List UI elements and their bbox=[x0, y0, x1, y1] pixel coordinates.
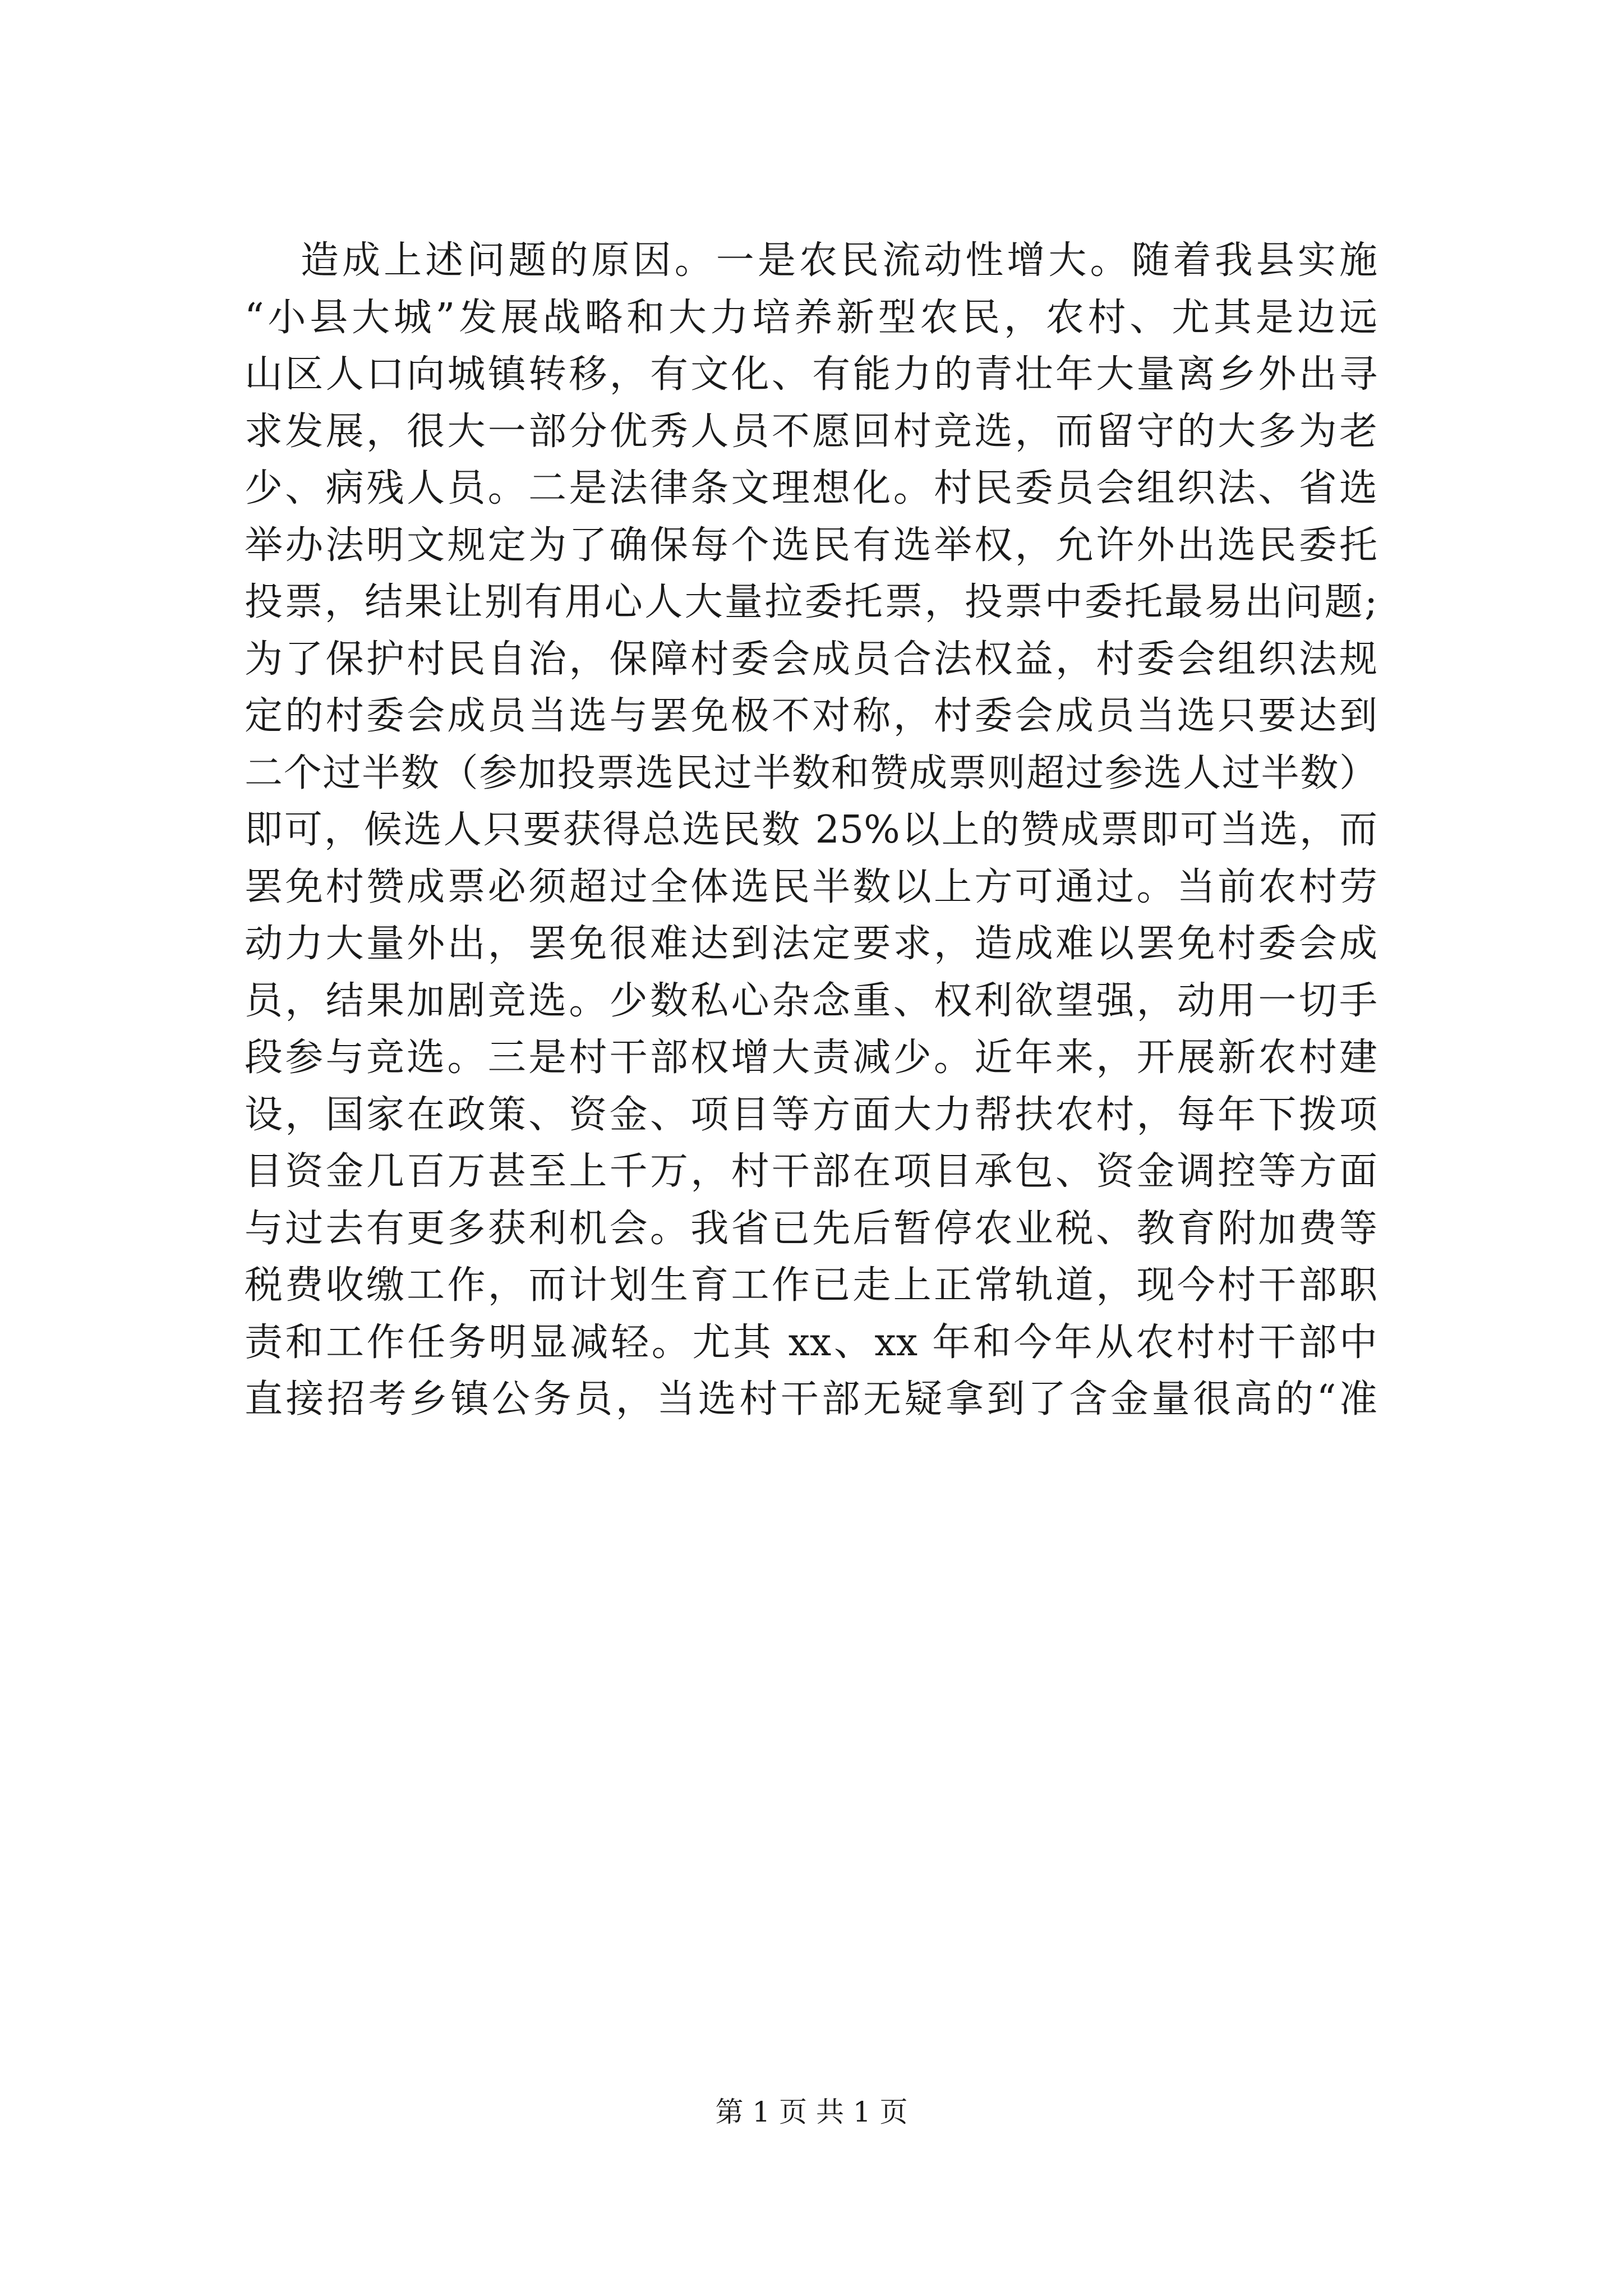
text-line: 与过去有更多获利机会。我省已先后暂停农业税、教育附加费等 bbox=[245, 1206, 1377, 1251]
text-line: 税费收缴工作，而计划生育工作已走上正常轨道，现今村干部职 bbox=[245, 1263, 1377, 1308]
page-number-label: 第 1 页 共 1 页 bbox=[715, 2096, 908, 2128]
text-line: 段参与竞选。三是村干部权增大责减少。近年来，开展新农村建 bbox=[245, 1036, 1377, 1080]
text-line: 员，结果加剧竞选。少数私心杂念重、权利欲望强，动用一切手 bbox=[245, 978, 1377, 1023]
text-line: 求发展，很大一部分优秀人员不愿回村竞选，而留守的大多为老 bbox=[245, 409, 1377, 454]
text-line: 举办法明文规定为了确保每个选民有选举权，允许外出选民委托 bbox=[245, 523, 1377, 568]
text-line: 动力大量外出，罢免很难达到法定要求，造成难以罢免村委会成 bbox=[245, 922, 1377, 966]
text-line: 直接招考乡镇公务员，当选村干部无疑拿到了含金量很高的“准 bbox=[245, 1377, 1377, 1421]
text-line: 即可，候选人只要获得总选民数 25%以上的赞成票即可当选，而 bbox=[245, 808, 1377, 852]
text-line: 设，国家在政策、资金、项目等方面大力帮扶农村，每年下拨项 bbox=[245, 1092, 1377, 1137]
text-line: “小县大城”发展战略和大力培养新型农民，农村、尤其是边远 bbox=[245, 295, 1377, 340]
text-line: 山区人口向城镇转移，有文化、有能力的青壮年大量离乡外出寻 bbox=[245, 352, 1377, 397]
body-paragraph bbox=[245, 232, 1377, 1428]
text-line: 目资金几百万甚至上千万，村干部在项目承包、资金调控等方面 bbox=[245, 1149, 1377, 1194]
text-line: 责和工作任务明显减轻。尤其 xx、xx 年和今年从农村村干部中 bbox=[245, 1320, 1377, 1365]
text-line: 投票，结果让别有用心人大量拉委托票，投票中委托最易出问题; bbox=[245, 580, 1377, 624]
page-footer bbox=[0, 2090, 1623, 2130]
text-line: 少、病残人员。二是法律条文理想化。村民委员会组织法、省选 bbox=[245, 466, 1377, 510]
text-line: 定的村委会成员当选与罢免极不对称，村委会成员当选只要达到 bbox=[245, 694, 1377, 738]
text-line: 二个过半数（参加投票选民过半数和赞成票则超过参选人过半数） bbox=[245, 751, 1377, 795]
text-line: 为了保护村民自治，保障村委会成员合法权益，村委会组织法规 bbox=[245, 637, 1377, 682]
text-line: 造成上述问题的原因。一是农民流动性增大。随着我县实施 bbox=[301, 238, 1377, 283]
text-line: 罢免村赞成票必须超过全体选民半数以上方可通过。当前农村劳 bbox=[245, 864, 1377, 909]
